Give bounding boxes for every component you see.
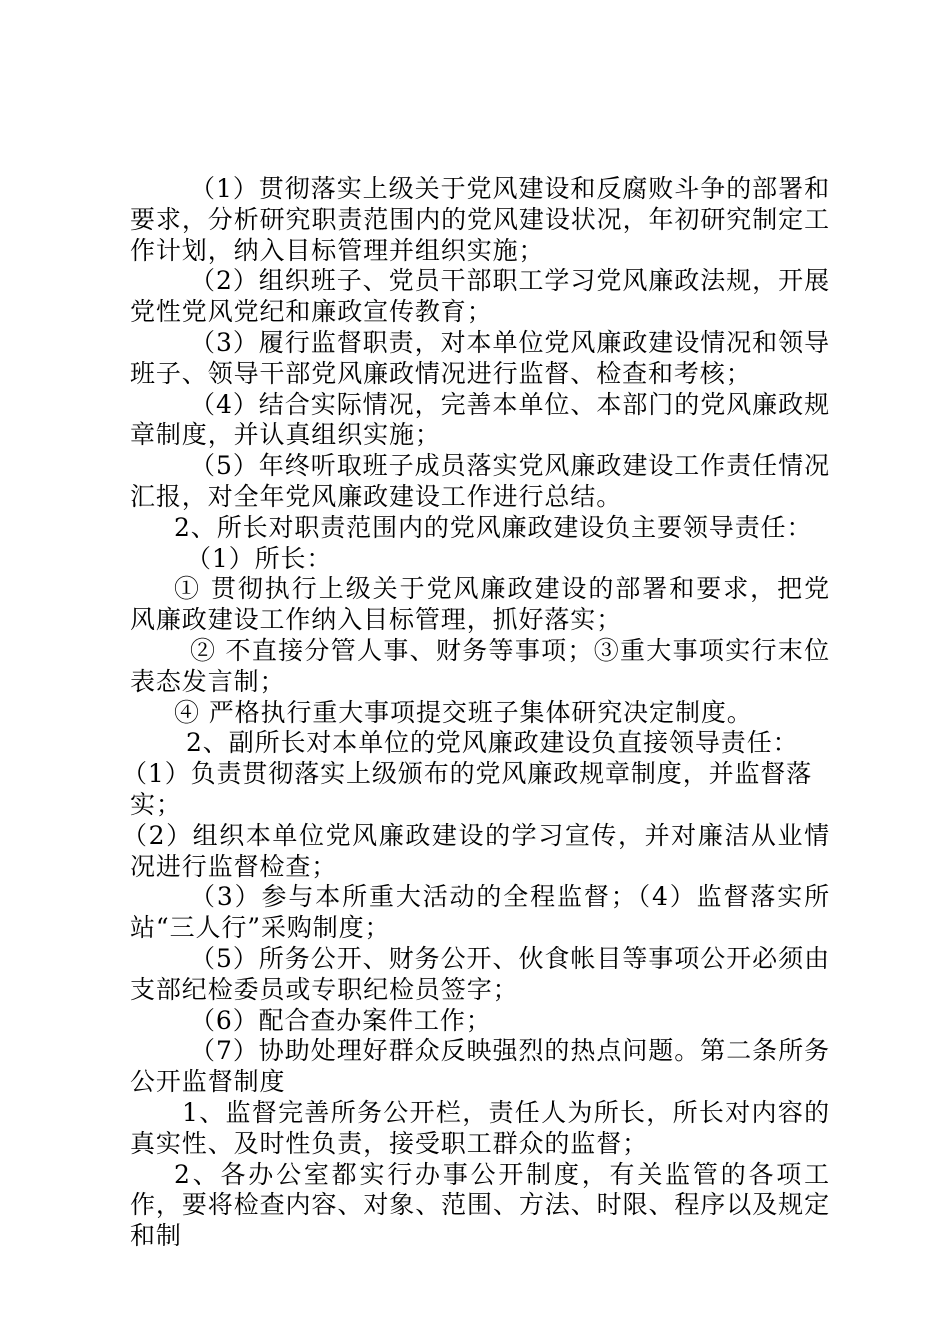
paragraph-deputy-item-5: （5）所务公开、财务公开、伙食帐目等事项公开必须由支部纪检委员或专职纪检员签字； [130, 943, 830, 1004]
paragraph-director-item-1: ① 贯彻执行上级关于党风廉政建设的部署和要求，把党风廉政建设工作纳入目标管理，抓好落实； [130, 574, 830, 635]
paragraph-1-2: （2）组织班子、党员干部职工学习党风廉政法规，开展党性党风党纪和廉政宣传教育； [130, 266, 830, 327]
paragraph-1-5: （5）年终听取班子成员落实党风廉政建设工作责任情况汇报，对全年党风廉政建设工作进行总结。 [130, 451, 830, 511]
paragraph-director-label: （1）所长： [186, 543, 333, 573]
paragraph-deputy-item-3-4: （3）参与本所重大活动的全程监督；（4）监督落实所站“三人行”采购制度； [130, 882, 830, 943]
paragraph-deputy-heading: 2、副所长对本单位的党风廉政建设负直接领导责任： [186, 728, 799, 758]
paragraph-1-3: （3）履行监督职责，对本单位党风廉政建设情况和领导班子、领导干部党风廉政情况进行监督、检查和考核； [130, 327, 830, 388]
document-body [122, 174, 830, 1252]
paragraph-deputy-item-6: （6）配合查办案件工作； [190, 1005, 492, 1035]
paragraph-director-item-2-3: ② 不直接分管人事、财务等事项；③重大事项实行末位表态发言制； [130, 635, 830, 696]
paragraph-director-item-4: ④ 严格执行重大事项提交班子集体研究决定制度。 [174, 697, 753, 727]
paragraph-1-4: （4）结合实际情况，完善本单位、本部门的党风廉政规章制度，并认真组织实施； [130, 389, 830, 450]
paragraph-director-heading: 2、所长对职责范围内的党风廉政建设负主要领导责任： [174, 512, 813, 542]
paragraph-deputy-item-7: （7）协助处理好群众反映强烈的热点问题。第二条所务公开监督制度 [130, 1036, 830, 1097]
paragraph-1-1: （1）贯彻落实上级关于党风建设和反腐败斗争的部署和要求，分析研究职责范围内的党风建设状况，年初研究制定工作计划，纳入目标管理并组织实施； [130, 174, 830, 265]
paragraph-article2-item-2: 2、各办公室都实行办事公开制度，有关监管的各项工作，要将检查内容、对象、范围、方法、时限、程序以及规定和制 [130, 1159, 830, 1251]
paragraph-deputy-item-1: （1）负责贯彻落实上级颁布的党风廉政规章制度，并监督落实； [122, 759, 813, 819]
paragraph-article2-item-1: 1、监督完善所务公开栏，责任人为所长，所长对内容的真实性、及时性负责，接受职工群众的监督； [130, 1097, 830, 1158]
paragraph-deputy-item-2: （2）组织本单位党风廉政建设的学习宣传，并对廉洁从业情况进行监督检查； [122, 820, 830, 881]
